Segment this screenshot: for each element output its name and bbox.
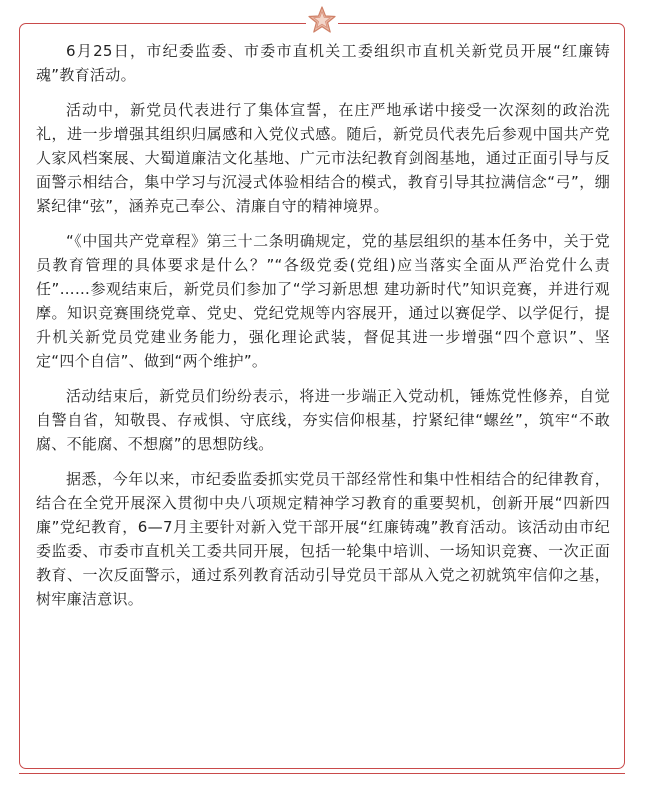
paragraph-background: 据悉，今年以来，市纪委监委抓实党员干部经常性和集中性相结合的纪律教育，结合在全党开展深入贯彻中央八项规定精神学习教育的重要契机，创新开展“四新四廉”党纪教育，6—7月主要针对新入党干部开展“红廉铸魂”教育活动。该活动由市纪委监委、市委市直机关工委共同开展，包括一轮集中培训、一场知识竞赛、一次正面教育、一次反面警示，通过系列教育活动引导党员干部从入党之初就筑牢信仰之基，树牢廉洁意识。	[36, 470, 610, 608]
paragraph-intro: 6月25日，市纪委监委、市委市直机关工委组织市直机关新党员开展“红廉铸魂”教育活动。	[36, 42, 610, 84]
star-badge	[306, 4, 338, 36]
bottom-divider	[19, 773, 625, 774]
article-body	[36, 39, 610, 622]
paragraph-quiz: “《中国共产党章程》第三十二条明确规定，党的基层组织的基本任务中，关于党员教育管理的具体要求是什么？”“各级党委(党组)应当落实全面从严治党什么责任”……参观结束后，新党员们参加了“学习新思想 建功新时代”知识竞赛，并进行观摩。知识竞赛围绕党章、党史、党纪党规等内容展开，通过以赛促学、以学促行，提升机关新党员党建业务能力，强化理论武装，督促其进一步增强“四个意识”、坚定“四个自信”、做到“两个维护”。	[36, 232, 610, 370]
star-icon	[306, 4, 338, 36]
paragraph-activity: 活动中，新党员代表进行了集体宣誓，在庄严地承诺中接受一次深刻的政治洗礼，进一步增强其组织归属感和入党仪式感。随后，新党员代表先后参观中国共产党人家风档案展、大蜀道廉洁文化基地、广元市法纪教育剑阁基地，通过正面引导与反面警示相结合，集中学习与沉浸式体验相结合的模式，教育引导其拉满信念“弓”，绷紧纪律“弦”，涵养克己奉公、清廉自守的精神境界。	[36, 101, 610, 215]
paragraph-feedback: 活动结束后，新党员们纷纷表示，将进一步端正入党动机，锤炼党性修养，自觉自警自省，知敬畏、存戒惧、守底线，夯实信仰根基，拧紧纪律“螺丝”，筑牢“不敢腐、不能腐、不想腐”的思想防线。	[36, 387, 610, 453]
